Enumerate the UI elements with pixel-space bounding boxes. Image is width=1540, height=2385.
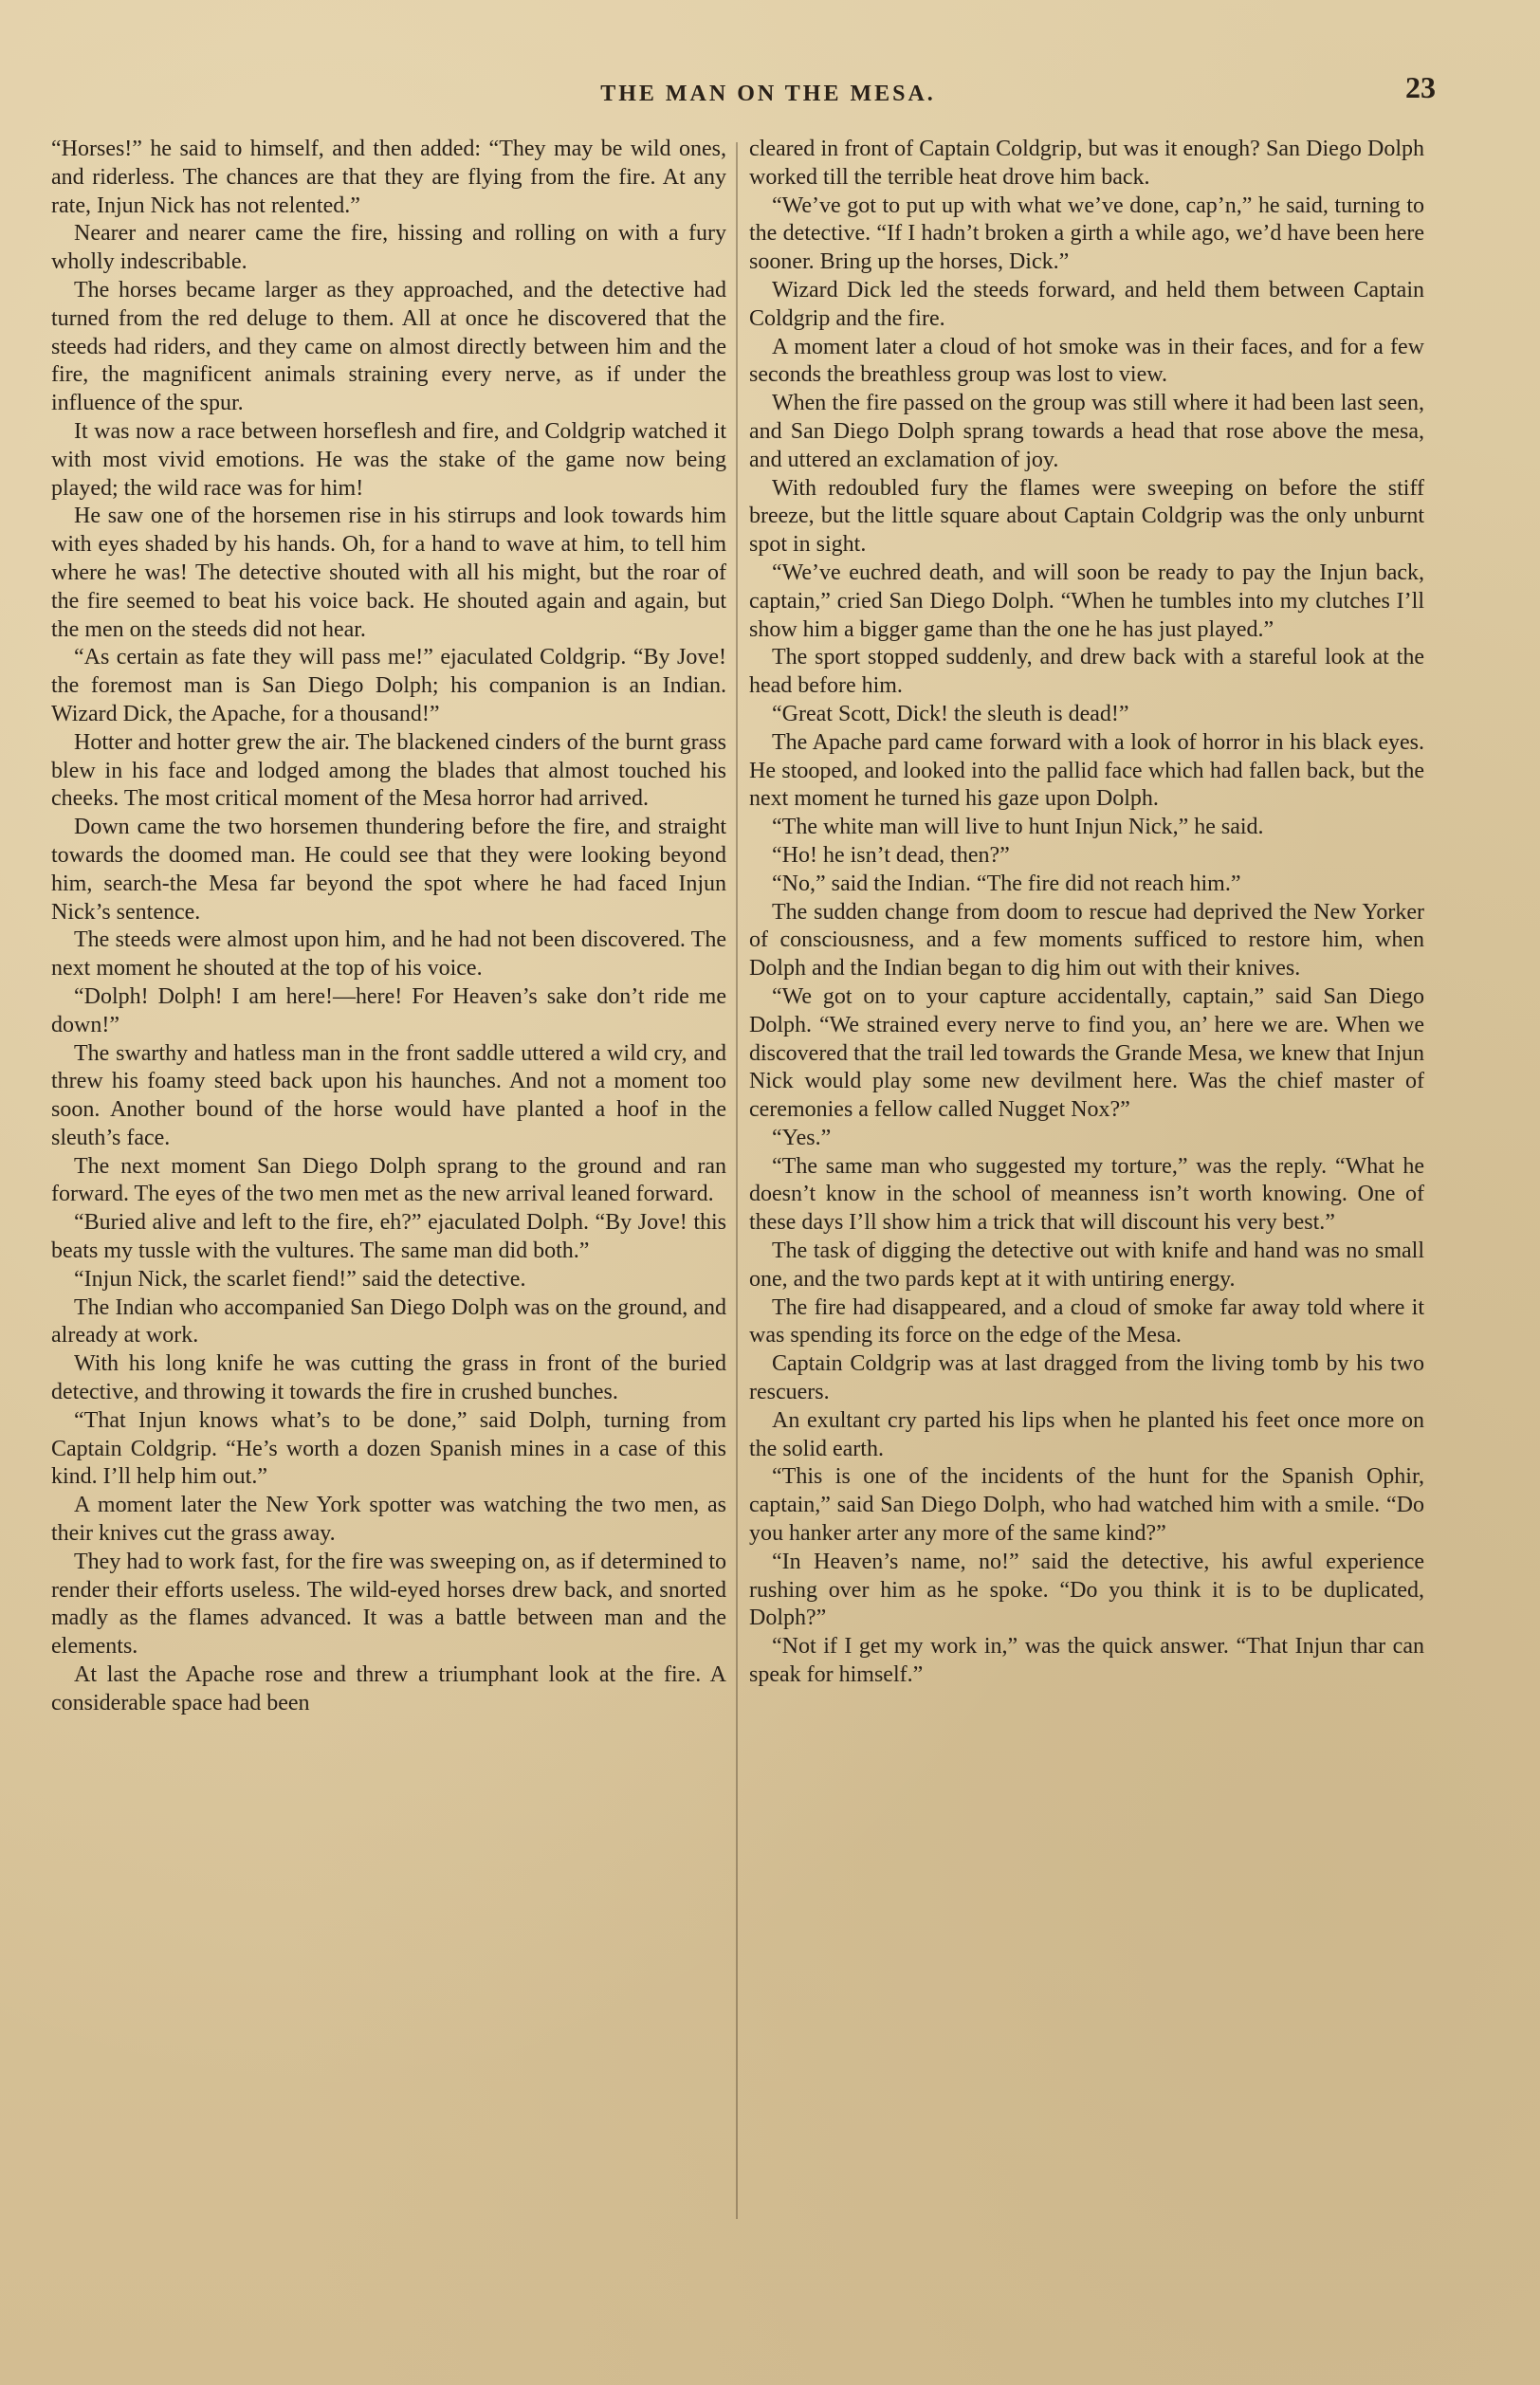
paragraph: “We got on to your capture accidentally, captain,” said San Diego Dolph. “We strained every nerve to find you, an’ here we are. When we discovered that the trail led towards the Grande Mesa, we knew that Injun Nick would play some new devilment here. Was the chief master of ceremonies a fellow called Nugget Nox?” [749,983,1424,1123]
paragraph: cleared in front of Captain Coldgrip, but was it enough? San Diego Dolph worked till the terrible heat drove him back. [749,137,1424,190]
paragraph: “No,” said the Indian. “The fire did not reach him.” [772,871,1241,896]
paragraph: At last the Apache rose and threw a triumphant look at the fire. A considerable space had been [51,1662,726,1715]
paragraph: “Great Scott, Dick! the sleuth is dead!” [772,701,1129,726]
paragraph: The steeds were almost upon him, and he had not been discovered. The next moment he shouted at the top of his voice. [51,927,726,982]
paragraph: It was now a race between horseflesh and fire, and Coldgrip watched it with most vivid emotions. He was the stake of the game now being played; the wild race was for him! [51,418,726,501]
paragraph: “Yes.” [772,1125,832,1150]
paragraph: With redoubled fury the flames were sweeping on before the stiff breeze, but the little square about Captain Coldgrip was the only unburnt spot in sight. [749,475,1424,558]
paragraph: A moment later a cloud of hot smoke was in their faces, and for a few seconds the breathless group was lost to view. [749,334,1424,388]
paragraph: With his long knife he was cutting the grass in front of the buried detective, and throwing it towards the fire in crushed bunches. [51,1351,726,1405]
paragraph: “In Heaven’s name, no!” said the detective, his awful experience rushing over him as he spoke. “Do you think it is to be duplicated, Dolph?” [749,1549,1424,1631]
paragraph: The next moment San Diego Dolph sprang to the ground and ran forward. The eyes of the two men met as the new arrival leaned forward. [51,1153,726,1207]
paragraph: The task of digging the detective out with knife and hand was no small one, and the two pards kept at it with untiring energy. [749,1238,1424,1292]
paragraph: An exultant cry parted his lips when he planted his feet once more on the solid earth. [749,1407,1424,1461]
paragraph: The sport stopped suddenly, and drew back with a stareful look at the head before him. [749,645,1424,699]
paragraph: Captain Coldgrip was at last dragged from the living tomb by his two rescuers. [749,1351,1424,1405]
paragraph: “Not if I get my work in,” was the quick answer. “That Injun thar can speak for himself.” [749,1634,1424,1688]
paragraph: “That Injun knows what’s to be done,” said Dolph, turning from Captain Coldgrip. “He’s worth a dozen Spanish mines in a case of this kind. I’ll help him out.” [51,1407,726,1490]
paragraph: They had to work fast, for the fire was sweeping on, as if determined to render their efforts useless. The wild-eyed horses drew back, and snorted madly as the flames advanced. It was a battle between man and the elements. [51,1549,726,1660]
paragraph: “Dolph! Dolph! I am here!—here! For Heaven’s sake don’t ride me down!” [51,983,726,1037]
paragraph: “As certain as fate they will pass me!” ejaculated Coldgrip. “By Jove! the foremost man is San Diego Dolph; his companion is an Indian. Wizard Dick, the Apache, for a thousand!” [51,645,726,726]
paragraph: “Horses!” he said to himself, and then added: “They may be wild ones, and riderless. The chances are that they are flying from the fire. At any rate, Injun Nick has not relented.” [51,137,726,218]
column-divider [736,142,738,2219]
paragraph: Wizard Dick led the steeds forward, and held them between Captain Coldgrip and the fire. [749,277,1424,331]
paragraph: “Ho! he isn’t dead, then?” [772,842,1010,868]
paragraph: “This is one of the incidents of the hunt for the Spanish Ophir, captain,” said San Diego Dolph, who had watched him with a smile. “Do you hanker arter any more of the same kind?” [749,1464,1424,1547]
paragraph: “We’ve got to put up with what we’ve done, cap’n,” he said, turning to the detective. “If I hadn’t broken a girth a while ago, we’d have been here sooner. Bring up the horses, Dick.” [749,193,1424,275]
left-column [51,136,726,2236]
paragraph: The Indian who accompanied San Diego Dolph was on the ground, and already at work. [51,1294,726,1348]
paragraph: Nearer and nearer came the fire, hissing and rolling on with a fury wholly indescribable. [51,221,726,275]
paragraph: “Buried alive and left to the fire, eh?” ejaculated Dolph. “By Jove! this beats my tussle with the vultures. The same man did both.” [51,1210,726,1264]
paragraph: “Injun Nick, the scarlet fiend!” said the detective. [74,1266,526,1292]
paragraph: “The same man who suggested my torture,” was the reply. “What he doesn’t know in the school of meanness isn’t worth knowing. One of these days I’ll show him a trick that will discount his very best.” [749,1153,1424,1236]
paragraph: The swarthy and hatless man in the front saddle uttered a wild cry, and threw his foamy steed back upon his haunches. And not a moment too soon. Another bound of the horse would have planted a hoof in the sleuth’s face. [51,1040,726,1150]
paragraph: “The white man will live to hunt Injun Nick,” he said. [772,815,1264,840]
paragraph: The Apache pard came forward with a look of horror in his black eyes. He stooped, and looked into the pallid face which had fallen back, but the next moment he turned his gaze upon Dolph. [749,729,1424,812]
paragraph: The fire had disappeared, and a cloud of smoke far away told where it was spending its force on the edge of the Mesa. [749,1294,1424,1348]
paragraph: “We’ve euchred death, and will soon be ready to pay the Injun back, captain,” cried San Diego Dolph. “When he tumbles into my clutches I’ll show him a bigger game than the one he has just played.” [749,560,1424,642]
page-number: 23 [1405,70,1436,104]
paragraph: He saw one of the horsemen rise in his stirrups and look towards him with eyes shaded by his hands. Oh, for a hand to wave at him, to tell him where he was! The detective shouted with all his might, but the roar of the fire seemed to beat his voice back. He shouted again and again, but the men on the steeds did not hear. [51,504,726,642]
paragraph: The sudden change from doom to rescue had deprived the New Yorker of consciousness, and a few moments sufficed to restore him, when Dolph and the Indian began to dig him out with their knives. [749,899,1424,982]
paragraph: When the fire passed on the group was still where it had been last seen, and San Diego Dolph sprang towards a head that rose above the mesa, and uttered an exclamation of joy. [749,391,1424,472]
paragraph: Hotter and hotter grew the air. The blackened cinders of the burnt grass blew in his face and lodged among the blades that almost touched his cheeks. The most critical moment of the Mesa horror had arrived. [51,729,726,812]
paragraph: The horses became larger as they approached, and the detective had turned from the red deluge to them. All at once he discovered that the steeds had riders, and they came on almost directly between him and the fire, the magnificent animals straining every nerve, as if under the influence of the spur. [51,277,726,416]
running-head: THE MAN ON THE MESA. [600,82,936,106]
paragraph: Down came the two horsemen thundering before the fire, and straight towards the doomed man. He could see that they were looking beyond him, search-the Mesa far beyond the spot where he had faced Injun Nick’s sentence. [51,815,726,925]
right-column [749,136,1424,2241]
paragraph: A moment later the New York spotter was watching the two men, as their knives cut the grass away. [51,1493,726,1547]
